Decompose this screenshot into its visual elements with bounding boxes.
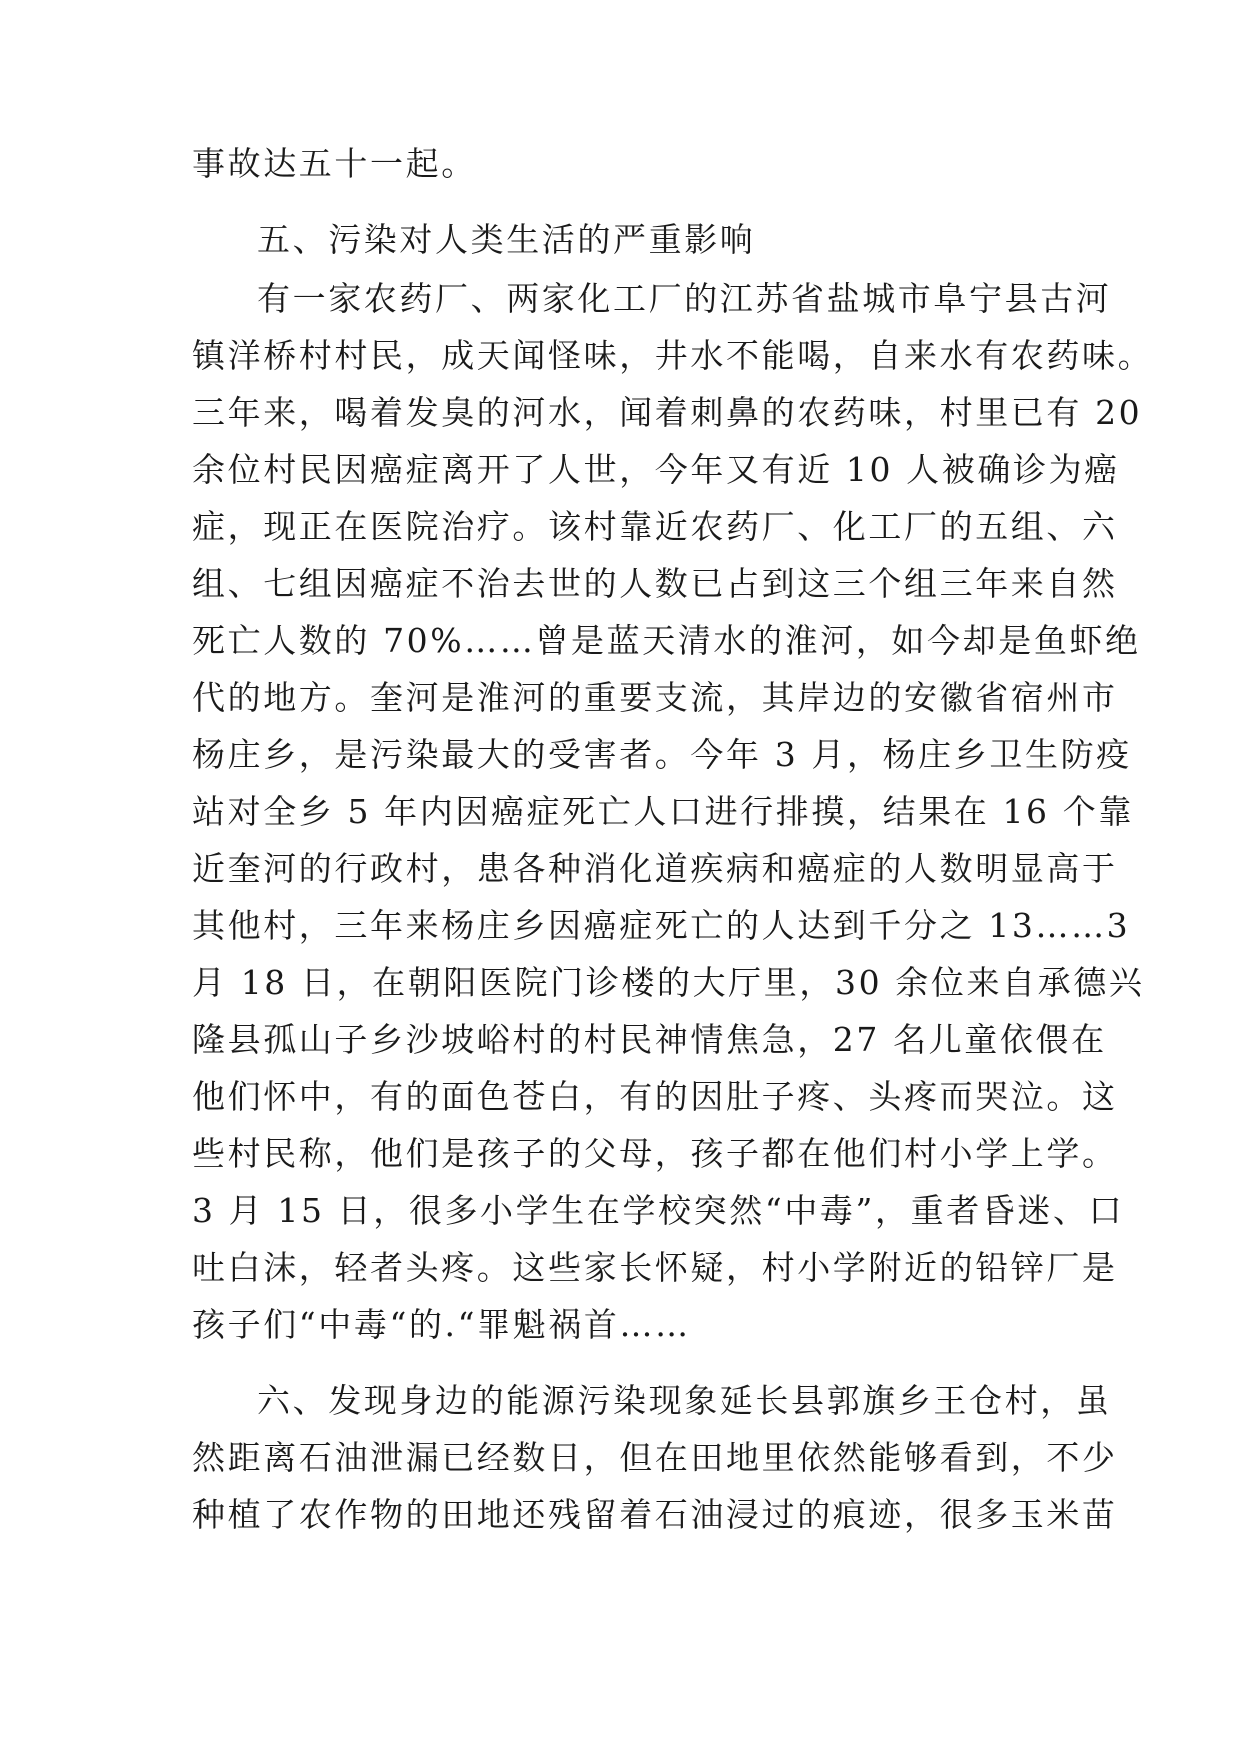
text-line: 他们怀中，有的面色苍白，有的因肚子疼、头疼而哭泣。这 xyxy=(192,1077,1118,1116)
text-line: 站对全乡 5 年内因癌症死亡人口进行排摸，结果在 16 个靠 xyxy=(192,792,1134,831)
section-heading: 六、发现身边的能源污染现象延长县郭旗乡王仓村，虽 xyxy=(257,1381,1112,1420)
text-line: 种植了农作物的田地还残留着石油浸过的痕迹，很多玉米苗 xyxy=(192,1495,1118,1534)
text-line: 杨庄乡，是污染最大的受害者。今年 3 月，杨庄乡卫生防疫 xyxy=(192,735,1132,774)
section-heading: 五、污染对人类生活的严重影响 xyxy=(257,220,756,259)
text-line: 隆县孤山子乡沙坡峪村的村民神情焦急，27 名儿童依偎在 xyxy=(192,1020,1107,1059)
text-line: 事故达五十一起。 xyxy=(192,144,477,183)
text-line: 月 18 日，在朝阳医院门诊楼的大厅里，30 余位来自承德兴 xyxy=(192,963,1145,1002)
text-line: 吐白沫，轻者头疼。这些家长怀疑，村小学附近的铅锌厂是 xyxy=(192,1248,1118,1287)
text-line: 些村民称，他们是孩子的父母，孩子都在他们村小学上学。 xyxy=(192,1134,1118,1173)
text-line: 孩子们“中毒“的.“罪魁祸首…… xyxy=(192,1305,691,1344)
paragraph-first-line: 有一家农药厂、两家化工厂的江苏省盐城市阜宁县古河 xyxy=(257,279,1112,318)
text-line: 组、七组因癌症不治去世的人数已占到这三个组三年来自然 xyxy=(192,564,1118,603)
text-line: 余位村民因癌症离开了人世，今年又有近 10 人被确诊为癌 xyxy=(192,450,1120,489)
text-line: 3 月 15 日，很多小学生在学校突然“中毒”，重者昏迷、口 xyxy=(192,1191,1125,1230)
text-line: 三年来，喝着发臭的河水，闻着刺鼻的农药味，村里已有 20 xyxy=(192,393,1143,432)
text-line: 然距离石油泄漏已经数日，但在田地里依然能够看到，不少 xyxy=(192,1438,1118,1477)
text-line: 近奎河的行政村，患各种消化道疾病和癌症的人数明显高于 xyxy=(192,849,1118,888)
text-line: 代的地方。奎河是淮河的重要支流，其岸边的安徽省宿州市 xyxy=(192,678,1118,717)
text-line: 镇洋桥村村民，成天闻怪味，井水不能喝，自来水有农药味。 xyxy=(192,336,1154,375)
text-line: 症，现正在医院治疗。该村靠近农药厂、化工厂的五组、六 xyxy=(192,507,1118,546)
text-line: 其他村，三年来杨庄乡因癌症死亡的人达到千分之 13……3 xyxy=(192,906,1131,945)
text-line: 死亡人数的 70%……曾是蓝天清水的淮河，如今却是鱼虾绝 xyxy=(192,621,1141,660)
